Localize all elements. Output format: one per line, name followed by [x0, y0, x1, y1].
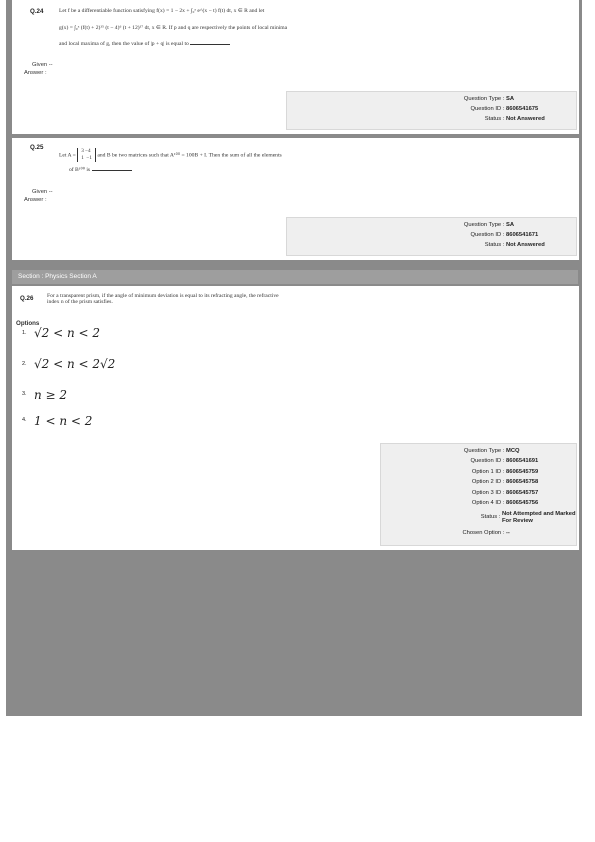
option-4[interactable]: 1 < n < 2 — [34, 414, 93, 428]
question-text-line3 — [59, 39, 559, 49]
question-id-row: Question ID : 8606541691 — [470, 458, 539, 464]
status-row: Status : Not Answered — [484, 116, 545, 122]
status-row: Status : Not Answered — [484, 242, 545, 248]
question-info-box — [286, 91, 577, 130]
option-4-id-row: Option 4 ID : 8606545756 — [471, 500, 539, 506]
question-type-row: Question Type : MCQ — [463, 448, 520, 454]
option-2-number: 2. — [22, 361, 27, 367]
matrix-suffix: and B be two matrices such that A¹⁰⁰ = 100B + I. Then the sum of all the elements — [97, 152, 282, 159]
question-info-box — [380, 443, 577, 546]
option-1[interactable]: √2 < n < 2 — [34, 326, 101, 340]
question-type-row: Question Type : SA — [463, 96, 515, 102]
option-4-number: 4. — [22, 417, 27, 423]
answer-blank — [92, 166, 132, 171]
answer-blank — [190, 40, 230, 45]
question-text-line1 — [59, 148, 569, 162]
option-1-id-row: Option 1 ID : 8606545759 — [471, 469, 539, 475]
question-number: Q.24 — [30, 8, 44, 15]
option-3-number: 3. — [22, 391, 27, 397]
question-id-row: Question ID : 8606541671 — [470, 232, 539, 238]
answer-label: Answer : — [24, 70, 47, 76]
option-3[interactable]: n ≥ 2 — [34, 388, 68, 402]
given-label: Given -- — [32, 189, 53, 195]
question-text-line2: g(x) = ∫₀ˣ (f(t) + 2)¹⁵ (t − 4)⁶ (t + 12)¹⁷ dt, x ∈ R. If p and q are respectively the points of local minima — [59, 25, 288, 31]
chosen-option-row: Chosen Option : -- — [462, 530, 510, 536]
question-text-line1: Let f be a differentiable function satisfying f(x) = 1 − 2x + ∫₀ˣ e^(x − t) f(t) dt, x ∈ R and let — [59, 8, 265, 14]
question-text-line2: of B¹⁰⁰ is — [69, 165, 369, 175]
option-2[interactable]: √2 < n < 2√2 — [34, 357, 116, 371]
options-label: Options — [16, 320, 40, 327]
question-number: Q.26 — [20, 295, 34, 302]
option-1-number: 1. — [22, 330, 27, 336]
question-number: Q.25 — [30, 144, 44, 151]
option-3-id-row: Option 3 ID : 8606545757 — [471, 490, 539, 496]
option-2-id-row: Option 2 ID : 8606545758 — [471, 479, 539, 485]
question-text-line2: index n of the prism satisfies. — [47, 299, 113, 305]
question-text-line1: For a transparent prism, if the angle of minimum deviation is equal to its refracting angle, the refractive — [47, 293, 279, 299]
question-25-card — [12, 138, 579, 260]
question-text-line3-text: and local maxima of g, then the value of |p + q| is equal to — [59, 41, 189, 47]
matrix-prefix: Let A = — [59, 152, 76, 159]
matrix-A: 3 −4 1 −1 — [77, 148, 96, 162]
answer-label: Answer : — [24, 197, 47, 203]
question-type-row: Question Type : SA — [463, 222, 515, 228]
question-id-row: Question ID : 8606541675 — [470, 106, 539, 112]
section-title-bar: Section : Physics Section A — [12, 270, 578, 284]
question-26-card — [12, 286, 579, 550]
status-row: Status : Not Attempted and Marked For Review — [480, 511, 576, 524]
question-24-card — [12, 0, 579, 134]
question-info-box — [286, 217, 577, 256]
given-label: Given -- — [32, 62, 53, 68]
